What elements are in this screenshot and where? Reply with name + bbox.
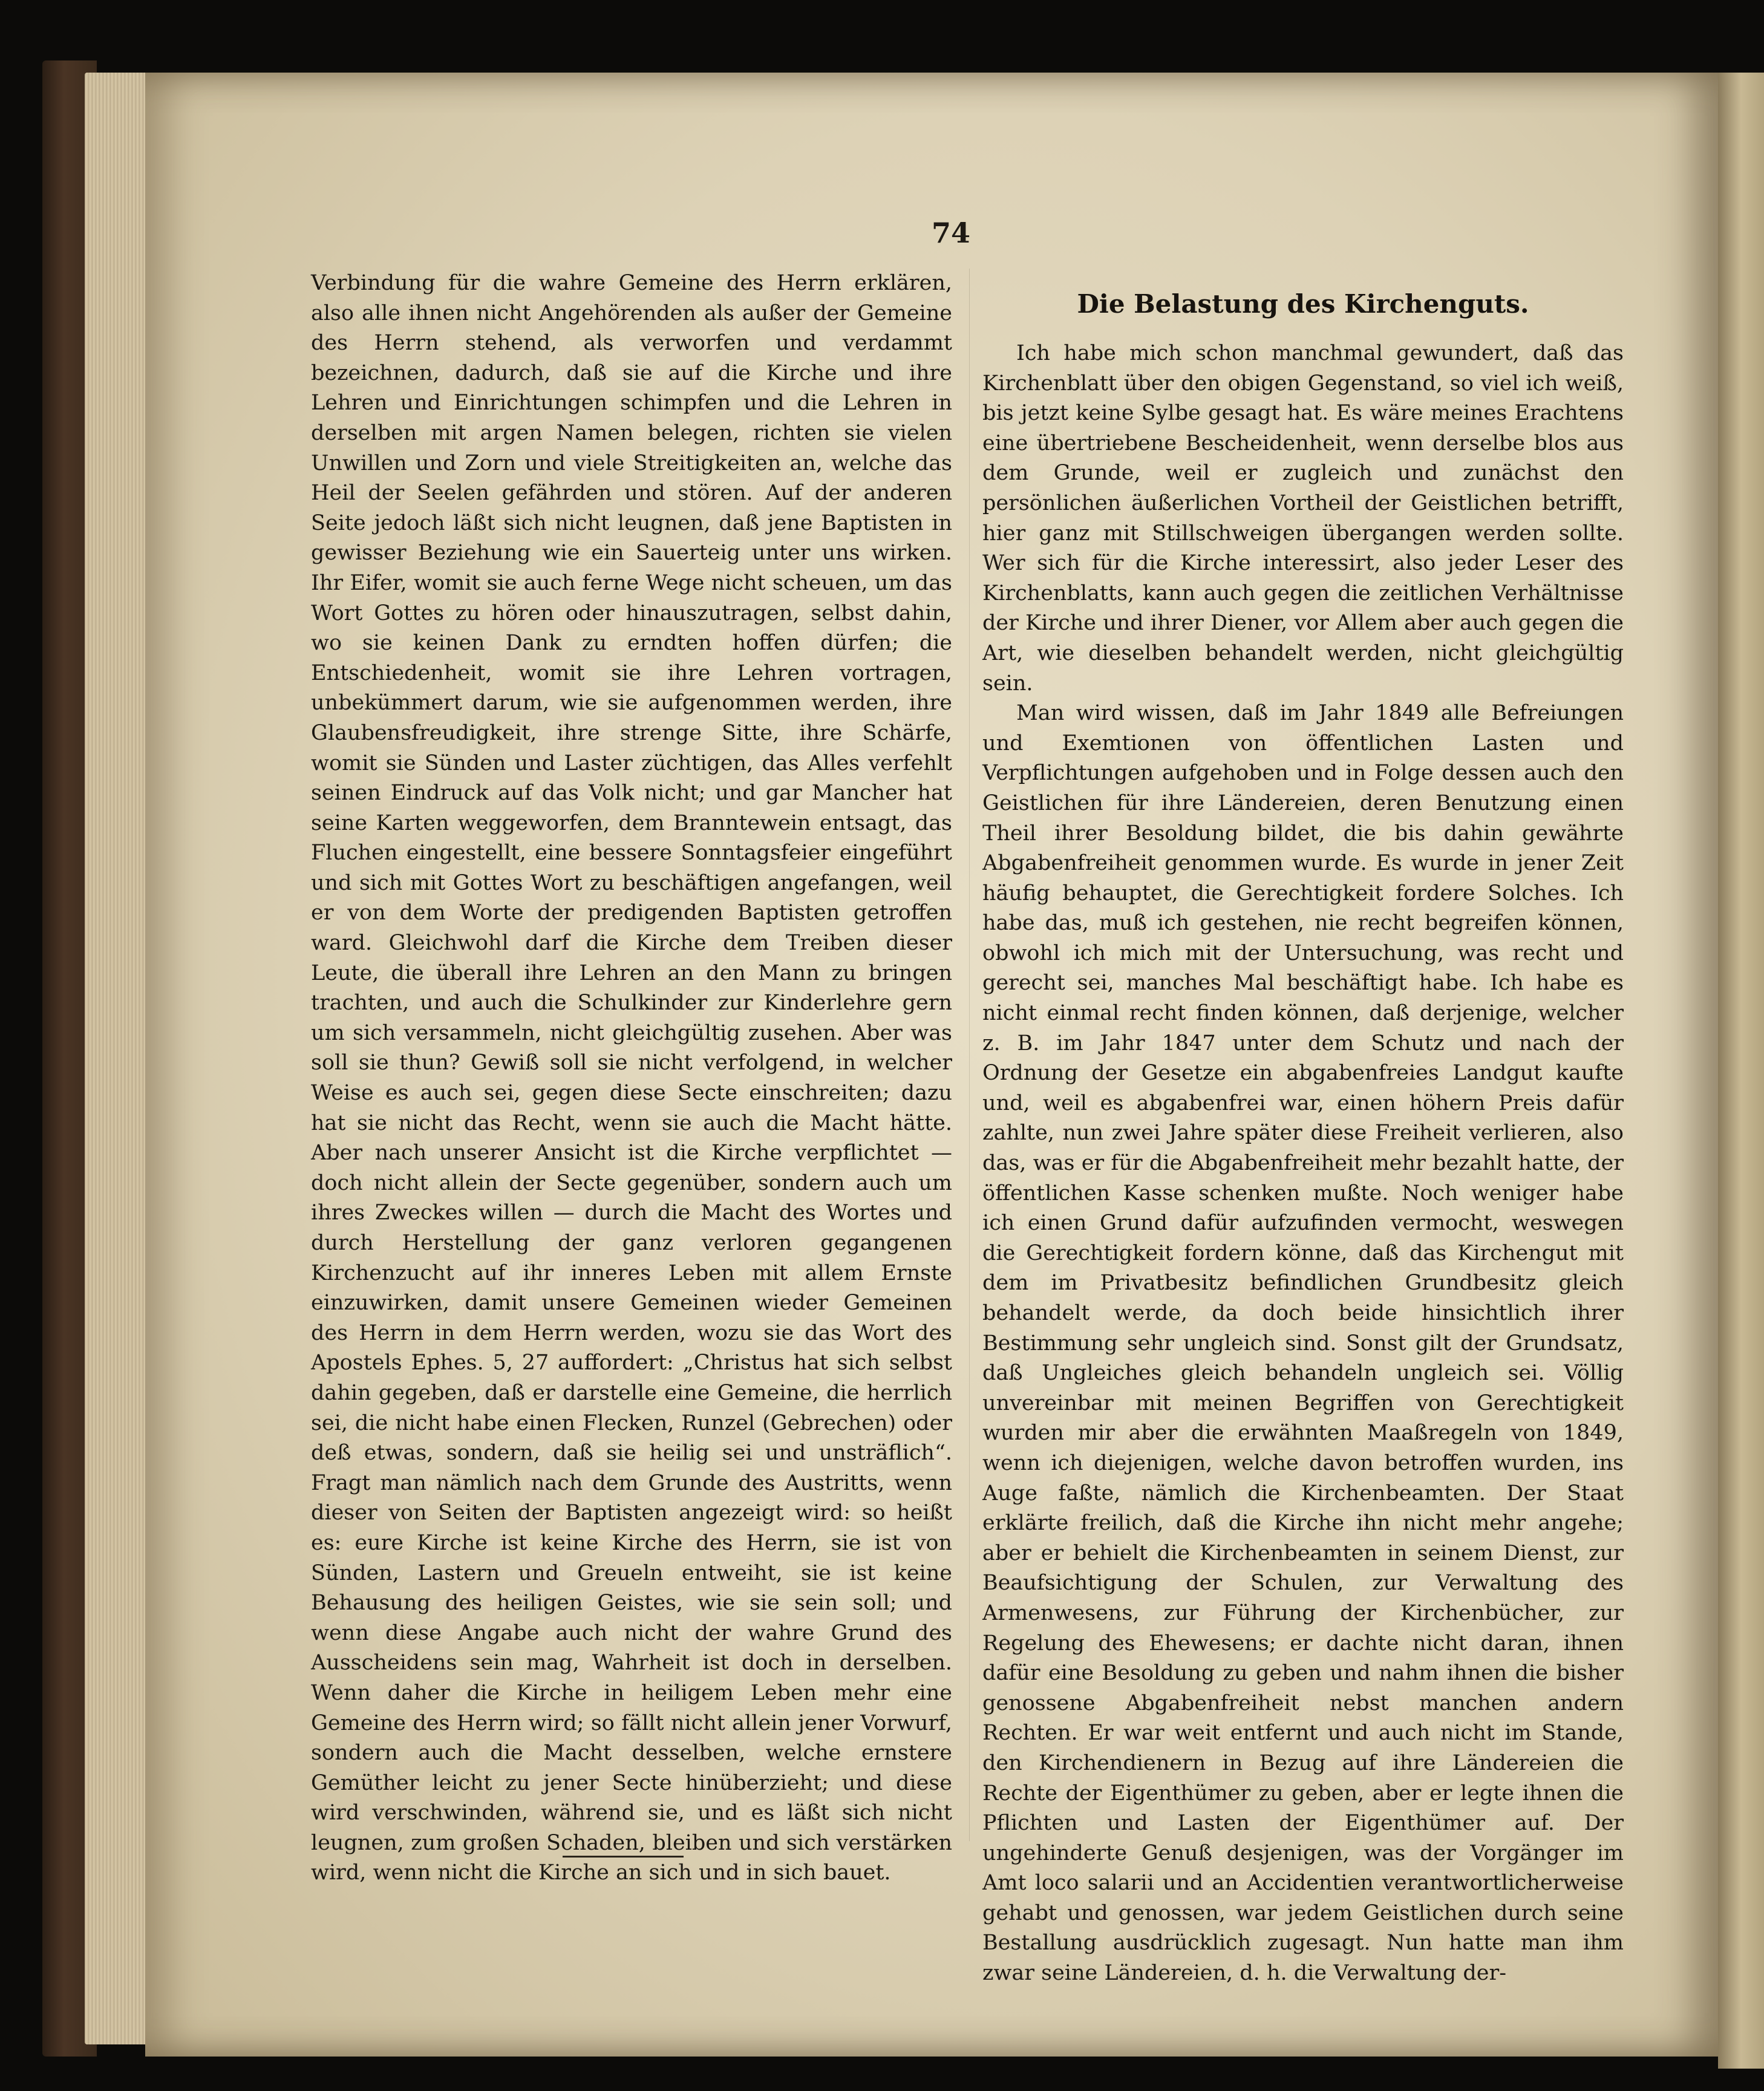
left-column xyxy=(311,269,952,1888)
right-column xyxy=(982,339,1624,1989)
right-column-paragraph-1: Ich habe mich schon manchmal gewundert, daß das Kirchenblatt über den obigen Gegenstand, so viel ich weiß, bis jetzt keine Sylbe gesagt hat. Es wäre meines Erachtens eine übertriebene Bescheidenheit, wenn derselbe blos aus dem Grunde, weil er zugleich und zunächst den persönlichen äußerlichen Vortheil der Geistlichen betrifft, hier ganz mit Stillschweigen übergangen werden sollte. Wer sich für die Kirche interessirt, also jeder Leser des Kirchenblatts, kann auch gegen die zeitlichen Verhältnisse der Kirche und ihrer Diener, vor Allem aber auch gegen die Art, wie dieselben behandelt werden, nicht gleichgültig sein. xyxy=(982,341,1624,696)
section-divider xyxy=(563,1856,684,1858)
column-rule xyxy=(969,269,970,1841)
article-title: Die Belastung des Kirchenguts. xyxy=(1077,289,1529,319)
facing-page-edge xyxy=(1718,73,1764,2069)
right-column-paragraph-2: Man wird wissen, daß im Jahr 1849 alle Befreiungen und Exemtionen von öffentlichen Lasten und Verpflichtungen aufgehoben und in Folge dessen auch den Geistlichen für ihre Ländereien, deren Benutzung einen Theil ihrer Besoldung bildet, die bis dahin gewährte Abgabenfreiheit genommen wurde. Es wurde in jener Zeit häufig behauptet, die Gerechtigkeit fordere Solches. Ich habe das, muß ich gestehen, nie recht begreifen können, obwohl ich mich mit der Untersuchung, was recht und gerecht sei, manches Mal beschäftigt habe. Ich habe es nicht einmal recht finden können, daß derjenige, welcher z. B. im Jahr 1847 unter dem Schutz und nach der Ordnung der Gesetze ein abgabenfreies Landgut kaufte und, weil es abgabenfrei war, einen höhern Preis dafür zahlte, nun zwei Jahre später diese Freiheit verlieren, also das, was er für die Abgabenfreiheit mehr bezahlt hatte, der öffentlichen Kasse schenken mußte. Noch weniger habe ich einen Grund dafür aufzufinden vermocht, weswegen die Gerechtigkeit fordern könne, daß das Kirchengut mit dem im Privatbesitz befindlichen Grundbesitz gleich behandelt werde, da doch beide hinsichtlich ihrer Bestimmung sehr ungleich sind. Sonst gilt der Grundsatz, daß Ungleiches gleich behandeln ungleich sei. Völlig unvereinbar mit meinen Begriffen von Gerechtigkeit wurden mir aber die erwähnten Maaßregeln von 1849, wenn ich diejenigen, welche davon betroffen wurden, ins Auge faßte, nämlich die Kirchenbeamten. Der Staat erklärte freilich, daß die Kirche ihn nicht mehr angehe; aber er behielt die Kirchenbeamten in seinem Dienst, zur Beaufsichtigung der Schulen, zur Verwaltung des Armenwesens, zur Führung der Kirchenbücher, zur Regelung des Ehewesens; er dachte nicht daran, ihnen dafür eine Besoldung zu geben und nahm ihnen die bisher genossene Abgabenfreiheit nebst manchen andern Rechten. Er war weit entfernt und auch nicht im Stande, den Kirchendienern in Bezug auf ihre Ländereien die Rechte der Eigenthümer zu geben, aber er legte ihnen die Pflichten und Lasten der Eigenthümer auf. Der ungehinderte Genuß desjenigen, was der Vorgänger im Amt loco salarii und an Accidentien verantwortlicherweise gehabt und genossen, war jedem Geistlichen durch seine Bestallung ausdrücklich zugesagt. Nun hatte man ihm zwar seine Ländereien, d. h. die Verwaltung der- xyxy=(982,701,1624,1986)
page-number: 74 xyxy=(932,217,971,249)
left-column-paragraph: Verbindung für die wahre Gemeine des Herrn erklären, also alle ihnen nicht Angehörenden als außer der Gemeine des Herrn stehend, als verworfen und verdammt bezeichnen, dadurch, daß sie auf die Kirche und ihre Lehren und Einrichtungen schimpfen und die Lehren in derselben mit argen Namen belegen, richten sie vielen Unwillen und Zorn und viele Streitigkeiten an, welche das Heil der Seelen gefährden und stören. Auf der anderen Seite jedoch läßt sich nicht leugnen, daß jene Baptisten in gewisser Beziehung wie ein Sauerteig unter uns wirken. Ihr Eifer, womit sie auch ferne Wege nicht scheuen, um das Wort Gottes zu hören oder hinauszutragen, selbst dahin, wo sie keinen Dank zu erndten hoffen dürfen; die Entschiedenheit, womit sie ihre Lehren vortragen, unbekümmert darum, wie sie aufgenommen werden, ihre Glaubensfreudigkeit, ihre strenge Sitte, ihre Schärfe, womit sie Sünden und Laster züchtigen, das Alles verfehlt seinen Eindruck auf das Volk nicht; und gar Mancher hat seine Karten weggeworfen, dem Branntewein entsagt, das Fluchen eingestellt, eine bessere Sonntagsfeier eingeführt und sich mit Gottes Wort zu beschäftigen angefangen, weil er von dem Worte der predigenden Baptisten getroffen ward. Gleichwohl darf die Kirche dem Treiben dieser Leute, die überall ihre Lehren an den Mann zu bringen trachten, und auch die Schulkinder zur Kinderlehre gern um sich versammeln, nicht gleichgültig zusehen. Aber was soll sie thun? Gewiß soll sie nicht verfolgend, in welcher Weise es auch sei, gegen diese Secte einschreiten; dazu hat sie nicht das Recht, wenn sie auch die Macht hätte. Aber nach unserer Ansicht ist die Kirche verpflichtet — doch nicht allein der Secte gegenüber, sondern auch um ihres Zweckes willen — durch die Macht des Wortes und durch Herstellung der ganz verloren gegangenen Kirchenzucht auf ihr inneres Leben mit allem Ernste einzuwirken, damit unsere Gemeinen wieder Gemeinen des Herrn in dem Herrn werden, wozu sie das Wort des Apostels Ephes. 5, 27 auffordert: „Christus hat sich selbst dahin gegeben, daß er darstelle eine Gemeine, die herrlich sei, die nicht habe einen Flecken, Runzel (Gebrechen) oder deß etwas, sondern, daß sie heilig sei und unsträflich“. Fragt man nämlich nach dem Grunde des Austritts, wenn dieser von Seiten der Baptisten angezeigt wird: so heißt es: eure Kirche ist keine Kirche des Herrn, sie ist von Sünden, Lastern und Greueln entweiht, sie ist keine Behausung des heiligen Geistes, wie sie sein soll; und wenn diese Angabe auch nicht der wahre Grund des Ausscheidens sein mag, Wahrheit ist doch in derselben. Wenn daher die Kirche in heiligem Leben mehr eine Gemeine des Herrn wird; so fällt nicht allein jener Vorwurf, sondern auch die Macht desselben, welche ernstere Gemüther leicht zu jener Secte hinüberzieht; und diese wird verschwinden, während sie, und es läßt sich nicht leugnen, zum großen Schaden, bleiben und sich verstärken wird, wenn nicht die Kirche an sich und in sich bauet. xyxy=(311,271,952,1885)
